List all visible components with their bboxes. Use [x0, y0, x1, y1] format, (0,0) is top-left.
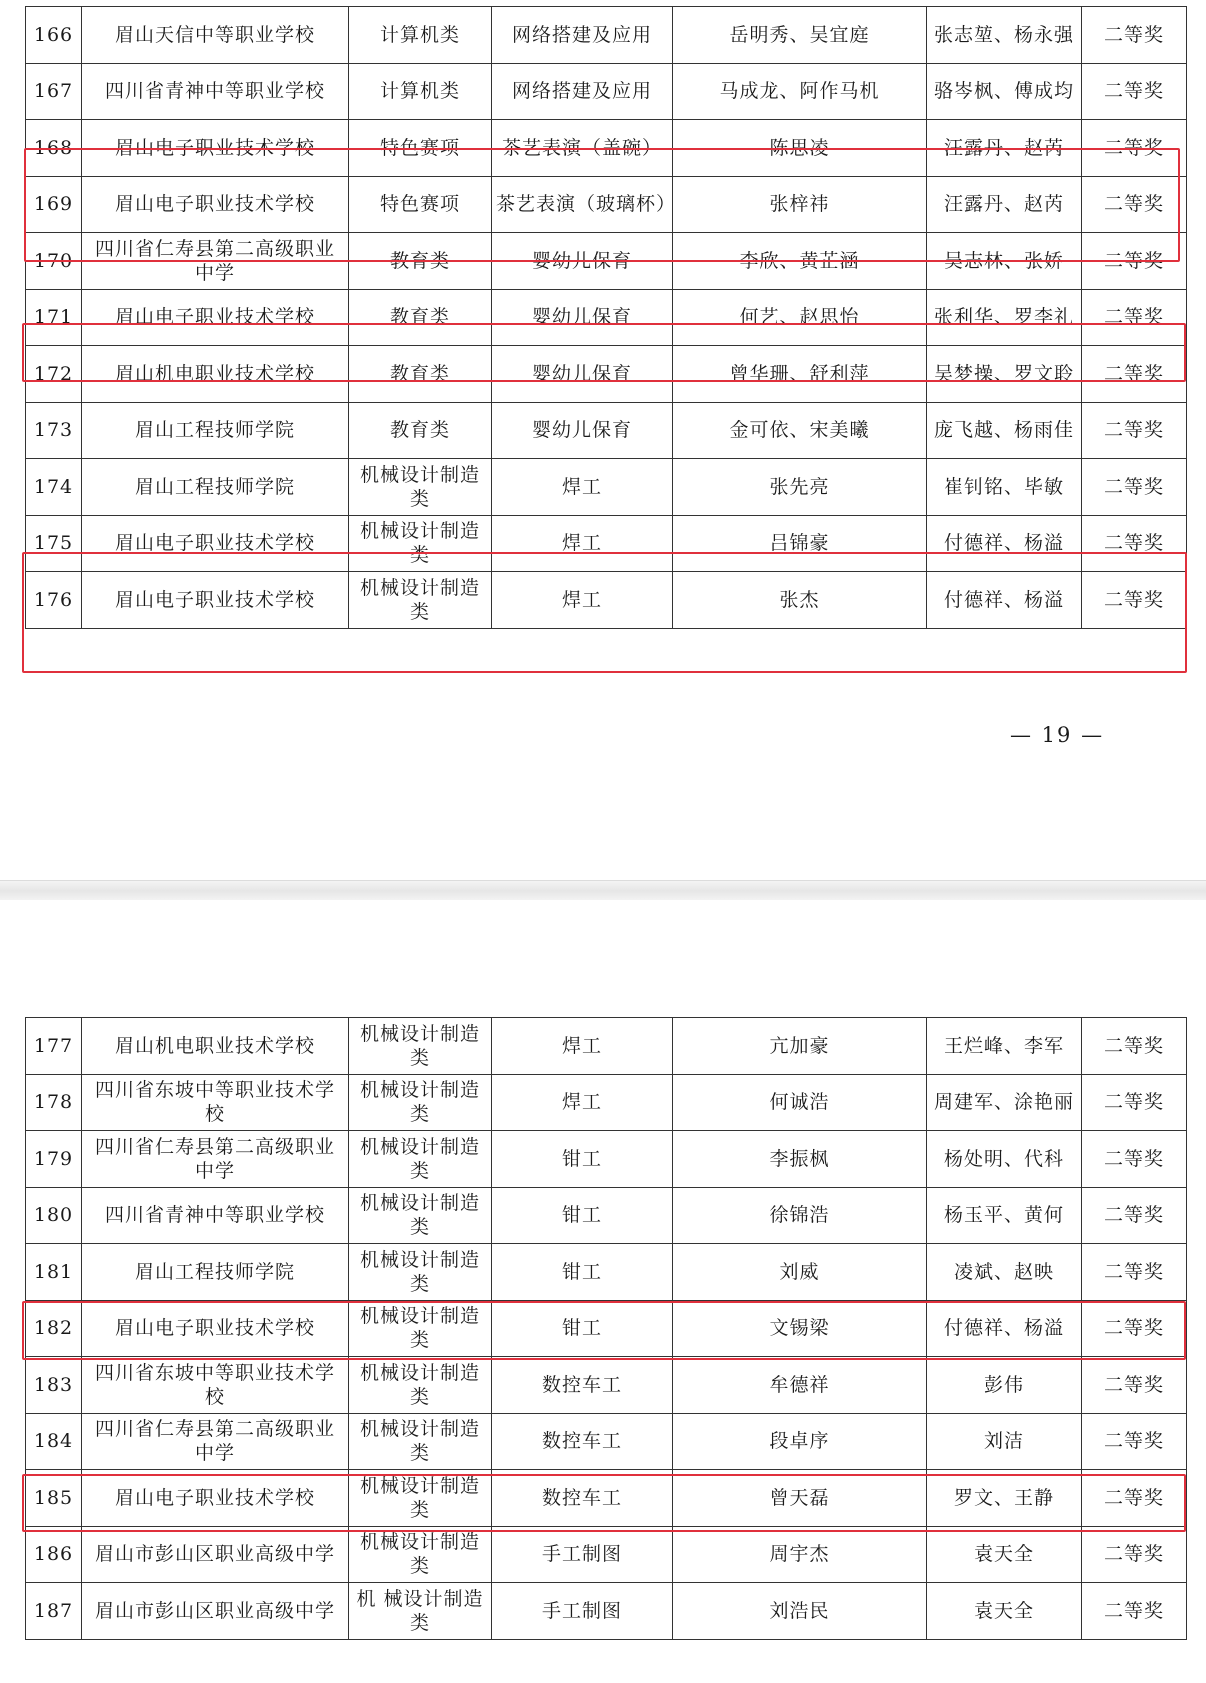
row-number-cell: 181 [26, 1244, 82, 1301]
event-name-cell: 茶艺表演（玻璃杯） [492, 176, 673, 233]
category-cell: 机械设计制造类 [349, 1357, 492, 1414]
school-name-cell: 眉山市彭山区职业高级中学 [82, 1526, 349, 1583]
teacher-names-cell: 庞飞越、杨雨佳 [927, 402, 1082, 459]
student-names-cell: 何艺、赵思怡 [673, 289, 927, 346]
table-row [26, 346, 1187, 403]
event-name-cell: 网络搭建及应用 [492, 63, 673, 120]
award-level-cell: 二等奖 [1082, 1583, 1187, 1640]
teacher-names-cell: 吴梦操、罗文聆 [927, 346, 1082, 403]
category-cell: 机械设计制造类 [349, 459, 492, 516]
student-names-cell: 曾天磊 [673, 1470, 927, 1527]
student-names-cell: 何诚浩 [673, 1074, 927, 1131]
row-number-cell: 187 [26, 1583, 82, 1640]
event-name-cell: 钳工 [492, 1187, 673, 1244]
row-number-cell: 174 [26, 459, 82, 516]
teacher-names-cell: 汪露丹、赵芮 [927, 176, 1082, 233]
school-name-cell: 四川省青神中等职业学校 [82, 1187, 349, 1244]
award-level-cell: 二等奖 [1082, 1357, 1187, 1414]
table-row [26, 1244, 1187, 1301]
table-row [26, 1074, 1187, 1131]
school-name-cell: 眉山机电职业技术学校 [82, 1018, 349, 1075]
school-name-cell: 四川省仁寿县第二高级职业中学 [82, 1413, 349, 1470]
table-row [26, 63, 1187, 120]
table-row [26, 1187, 1187, 1244]
event-name-cell: 婴幼儿保育 [492, 346, 673, 403]
student-names-cell: 李欣、黄芷涵 [673, 233, 927, 290]
award-level-cell: 二等奖 [1082, 572, 1187, 629]
category-cell: 教育类 [349, 346, 492, 403]
row-number-cell: 169 [26, 176, 82, 233]
category-cell: 教育类 [349, 402, 492, 459]
event-name-cell: 钳工 [492, 1300, 673, 1357]
student-names-cell: 徐锦浩 [673, 1187, 927, 1244]
category-cell: 机械设计制造类 [349, 1470, 492, 1527]
table-row [26, 289, 1187, 346]
event-name-cell: 婴幼儿保育 [492, 233, 673, 290]
table-row [26, 1131, 1187, 1188]
page-number: — 19 — [1010, 723, 1105, 747]
award-level-cell: 二等奖 [1082, 233, 1187, 290]
award-level-cell: 二等奖 [1082, 1526, 1187, 1583]
row-number-cell: 179 [26, 1131, 82, 1188]
teacher-names-cell: 刘洁 [927, 1413, 1082, 1470]
table-row [26, 1470, 1187, 1527]
row-number-cell: 185 [26, 1470, 82, 1527]
awards-table [25, 1017, 1187, 1640]
award-level-cell: 二等奖 [1082, 459, 1187, 516]
award-level-cell: 二等奖 [1082, 1413, 1187, 1470]
row-number-cell: 170 [26, 233, 82, 290]
event-name-cell: 钳工 [492, 1131, 673, 1188]
row-number-cell: 171 [26, 289, 82, 346]
teacher-names-cell: 彭伟 [927, 1357, 1082, 1414]
award-level-cell: 二等奖 [1082, 1018, 1187, 1075]
row-number-cell: 182 [26, 1300, 82, 1357]
student-names-cell: 段卓序 [673, 1413, 927, 1470]
student-names-cell: 亢加豪 [673, 1018, 927, 1075]
table-row [26, 1526, 1187, 1583]
school-name-cell: 眉山电子职业技术学校 [82, 572, 349, 629]
row-number-cell: 166 [26, 7, 82, 64]
table-row [26, 1018, 1187, 1075]
table-row [26, 1583, 1187, 1640]
row-number-cell: 178 [26, 1074, 82, 1131]
event-name-cell: 焊工 [492, 1074, 673, 1131]
teacher-names-cell: 王烂峰、李军 [927, 1018, 1082, 1075]
teacher-names-cell: 杨玉平、黄何 [927, 1187, 1082, 1244]
table-row [26, 572, 1187, 629]
table-row [26, 176, 1187, 233]
school-name-cell: 眉山电子职业技术学校 [82, 515, 349, 572]
student-names-cell: 岳明秀、吴宜庭 [673, 7, 927, 64]
award-level-cell: 二等奖 [1082, 1470, 1187, 1527]
student-names-cell: 李振枫 [673, 1131, 927, 1188]
award-level-cell: 二等奖 [1082, 120, 1187, 177]
row-number-cell: 177 [26, 1018, 82, 1075]
school-name-cell: 四川省东坡中等职业技术学校 [82, 1357, 349, 1414]
category-cell: 机械设计制造类 [349, 1018, 492, 1075]
teacher-names-cell: 汪露丹、赵芮 [927, 120, 1082, 177]
category-cell: 教育类 [349, 233, 492, 290]
student-names-cell: 张梓祎 [673, 176, 927, 233]
event-name-cell: 数控车工 [492, 1470, 673, 1527]
table-row [26, 120, 1187, 177]
awards-table [25, 6, 1187, 629]
award-level-cell: 二等奖 [1082, 63, 1187, 120]
category-cell: 机械设计制造类 [349, 1244, 492, 1301]
school-name-cell: 眉山工程技师学院 [82, 459, 349, 516]
school-name-cell: 四川省仁寿县第二高级职业中学 [82, 1131, 349, 1188]
table-row [26, 402, 1187, 459]
school-name-cell: 眉山电子职业技术学校 [82, 289, 349, 346]
school-name-cell: 眉山工程技师学院 [82, 1244, 349, 1301]
category-cell: 机械设计制造类 [349, 1187, 492, 1244]
category-cell: 机械设计制造类 [349, 1300, 492, 1357]
student-names-cell: 马成龙、阿作马机 [673, 63, 927, 120]
student-names-cell: 张杰 [673, 572, 927, 629]
event-name-cell: 钳工 [492, 1244, 673, 1301]
teacher-names-cell: 付德祥、杨溢 [927, 515, 1082, 572]
category-cell: 机械设计制造类 [349, 1526, 492, 1583]
row-number-cell: 167 [26, 63, 82, 120]
event-name-cell: 数控车工 [492, 1357, 673, 1414]
teacher-names-cell: 付德祥、杨溢 [927, 572, 1082, 629]
school-name-cell: 眉山电子职业技术学校 [82, 1300, 349, 1357]
award-level-cell: 二等奖 [1082, 289, 1187, 346]
award-level-cell: 二等奖 [1082, 1074, 1187, 1131]
category-cell: 机械设计制造类 [349, 515, 492, 572]
award-level-cell: 二等奖 [1082, 515, 1187, 572]
school-name-cell: 四川省青神中等职业学校 [82, 63, 349, 120]
category-cell: 机械设计制造类 [349, 1074, 492, 1131]
teacher-names-cell: 凌斌、赵映 [927, 1244, 1082, 1301]
teacher-names-cell: 罗文、王静 [927, 1470, 1082, 1527]
award-level-cell: 二等奖 [1082, 1300, 1187, 1357]
teacher-names-cell: 袁天全 [927, 1526, 1082, 1583]
category-cell: 机械设计制造类 [349, 572, 492, 629]
teacher-names-cell: 杨处明、代科 [927, 1131, 1082, 1188]
category-cell: 计算机类 [349, 7, 492, 64]
award-level-cell: 二等奖 [1082, 7, 1187, 64]
teacher-names-cell: 崔钊铭、毕敏 [927, 459, 1082, 516]
school-name-cell: 眉山工程技师学院 [82, 402, 349, 459]
table-row [26, 459, 1187, 516]
teacher-names-cell: 张利华、罗李礼 [927, 289, 1082, 346]
event-name-cell: 婴幼儿保育 [492, 402, 673, 459]
student-names-cell: 周宇杰 [673, 1526, 927, 1583]
row-number-cell: 184 [26, 1413, 82, 1470]
row-number-cell: 176 [26, 572, 82, 629]
page-20 [0, 900, 1206, 1683]
award-level-cell: 二等奖 [1082, 1131, 1187, 1188]
event-name-cell: 焊工 [492, 459, 673, 516]
award-level-cell: 二等奖 [1082, 176, 1187, 233]
event-name-cell: 手工制图 [492, 1583, 673, 1640]
category-cell: 特色赛项 [349, 120, 492, 177]
page-separator [0, 880, 1206, 902]
student-names-cell: 金可依、宋美曦 [673, 402, 927, 459]
event-name-cell: 数控车工 [492, 1413, 673, 1470]
table-row [26, 1357, 1187, 1414]
row-number-cell: 173 [26, 402, 82, 459]
award-level-cell: 二等奖 [1082, 346, 1187, 403]
school-name-cell: 四川省仁寿县第二高级职业中学 [82, 233, 349, 290]
student-names-cell: 刘浩民 [673, 1583, 927, 1640]
event-name-cell: 焊工 [492, 1018, 673, 1075]
student-names-cell: 张先亮 [673, 459, 927, 516]
school-name-cell: 眉山机电职业技术学校 [82, 346, 349, 403]
event-name-cell: 网络搭建及应用 [492, 7, 673, 64]
student-names-cell: 文锡梁 [673, 1300, 927, 1357]
category-cell: 机 械设计制造类 [349, 1583, 492, 1640]
school-name-cell: 眉山电子职业技术学校 [82, 1470, 349, 1527]
school-name-cell: 眉山天信中等职业学校 [82, 7, 349, 64]
student-names-cell: 吕锦豪 [673, 515, 927, 572]
teacher-names-cell: 袁天全 [927, 1583, 1082, 1640]
table-row [26, 233, 1187, 290]
school-name-cell: 眉山电子职业技术学校 [82, 176, 349, 233]
category-cell: 计算机类 [349, 63, 492, 120]
school-name-cell: 眉山电子职业技术学校 [82, 120, 349, 177]
student-names-cell: 陈思凌 [673, 120, 927, 177]
row-number-cell: 168 [26, 120, 82, 177]
teacher-names-cell: 付德祥、杨溢 [927, 1300, 1082, 1357]
category-cell: 机械设计制造类 [349, 1131, 492, 1188]
school-name-cell: 四川省东坡中等职业技术学校 [82, 1074, 349, 1131]
table-row [26, 1300, 1187, 1357]
row-number-cell: 180 [26, 1187, 82, 1244]
teacher-names-cell: 吴志林、张娇 [927, 233, 1082, 290]
event-name-cell: 手工制图 [492, 1526, 673, 1583]
teacher-names-cell: 张志堃、杨永强 [927, 7, 1082, 64]
category-cell: 教育类 [349, 289, 492, 346]
event-name-cell: 焊工 [492, 572, 673, 629]
event-name-cell: 茶艺表演（盖碗） [492, 120, 673, 177]
row-number-cell: 183 [26, 1357, 82, 1414]
teacher-names-cell: 周建军、涂艳丽 [927, 1074, 1082, 1131]
student-names-cell: 刘威 [673, 1244, 927, 1301]
student-names-cell: 曾华珊、舒利萍 [673, 346, 927, 403]
school-name-cell: 眉山市彭山区职业高级中学 [82, 1583, 349, 1640]
award-level-cell: 二等奖 [1082, 402, 1187, 459]
event-name-cell: 婴幼儿保育 [492, 289, 673, 346]
table-row [26, 7, 1187, 64]
row-number-cell: 172 [26, 346, 82, 403]
student-names-cell: 牟德祥 [673, 1357, 927, 1414]
award-level-cell: 二等奖 [1082, 1187, 1187, 1244]
table-row [26, 1413, 1187, 1470]
row-number-cell: 175 [26, 515, 82, 572]
table-row [26, 515, 1187, 572]
award-level-cell: 二等奖 [1082, 1244, 1187, 1301]
category-cell: 机械设计制造类 [349, 1413, 492, 1470]
event-name-cell: 焊工 [492, 515, 673, 572]
category-cell: 特色赛项 [349, 176, 492, 233]
row-number-cell: 186 [26, 1526, 82, 1583]
teacher-names-cell: 骆岑枫、傅成均 [927, 63, 1082, 120]
